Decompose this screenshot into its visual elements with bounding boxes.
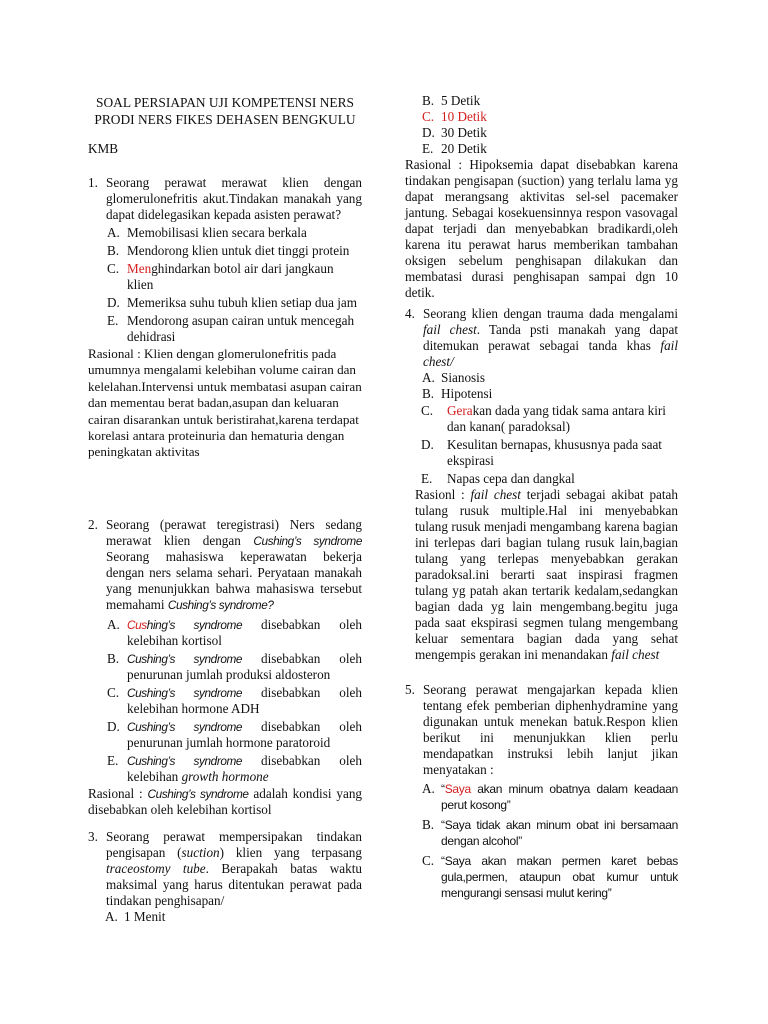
option-letter: E.: [107, 753, 119, 768]
option-d[interactable]: [88, 295, 362, 311]
option-text: kan dada yang tidak sama antara kiri dan kanan( paradoksal): [447, 403, 666, 434]
section-label: KMB: [88, 141, 119, 156]
option-letter: C.: [422, 853, 435, 868]
option-text: Mendorong asupan cairan untuk mencegah dehidrasi: [127, 313, 355, 344]
option-text: akan minum obatnya dalam keadaan perut kosong”: [441, 782, 678, 812]
question-3-continued: [405, 93, 678, 301]
answer-highlight: Gera: [447, 403, 473, 418]
option-text: 30 Detik: [441, 125, 487, 140]
question-text: Seorang perawat mengajarkan kepada klien tentang efek pemberian diphenhydramine yang digunakan untuk menekan batuk.Respon klien berikut ini menunjukkan klien perlu mendapatkan instruksi lebih lanjut jikan menyatakan :: [423, 682, 678, 777]
option-text: Memeriksa suhu tubuh klien setiap dua jam: [127, 295, 358, 310]
option-letter: B.: [422, 386, 435, 401]
option-letter: D.: [422, 125, 435, 140]
option-b[interactable]: [405, 93, 678, 109]
option-letter: D.: [107, 719, 120, 734]
rationale-text: Rasional :: [88, 786, 143, 801]
option-a[interactable]: [405, 781, 678, 813]
term-cushings: Cushing’s syndrome: [127, 652, 243, 666]
question-text: ) klien yang terpasang: [219, 845, 362, 860]
option-text: Sianosis: [441, 370, 485, 385]
option-letter: E.: [422, 141, 434, 156]
option-c[interactable]: [88, 261, 362, 293]
option-letter: B.: [107, 651, 120, 666]
option-letter: B.: [422, 93, 435, 108]
rationale-text: adalah kondisi yang disebabkan oleh kelebihan kortisol: [88, 786, 363, 817]
term-cushings: Cushing’s syndrome: [127, 686, 243, 700]
option-text: disebabkan oleh kelebihan hormone ADH: [127, 685, 363, 716]
question-text: Seorang perawat mempersipakan tindakan pengisapan (: [106, 829, 362, 860]
option-a[interactable]: [88, 225, 362, 241]
option-text: “Saya akan makan permen karet bebas gula,permen, ataupun obat kumur untuk mengurangi sensasi mulut kering”: [441, 854, 678, 900]
option-letter: A.: [422, 781, 435, 796]
option-letter: C.: [107, 685, 120, 700]
question-text: Seorang mahasiswa keperawatan bekerja dengan ners selama sehari. Peryataan manakah yang menunjukkan bahwa mahasiswa tersebut memahami: [106, 549, 362, 612]
option-a[interactable]: [88, 617, 362, 649]
rationale-1: Rasional : Klien dengan glomerulonefritis pada umumnya mengalami kelebihan volume cairan dan kelelahan.Intervensi untuk membatasi asupan cairan dan mementau berat badan,asupan dan keluaran cairan disarankan untuk beristirahat,karena terdapat korelasi antara proteinuria dan hematuria dengan peningkatan aktivitas: [88, 346, 362, 460]
term-growth-hormone: growth hormone: [181, 769, 269, 784]
option-a[interactable]: [405, 370, 678, 386]
option-text: disebabkan oleh kelebihan kortisol: [127, 617, 363, 648]
option-letter: B.: [422, 817, 435, 832]
document-header: [88, 95, 362, 128]
rationale-2: [88, 786, 362, 818]
option-letter: A.: [107, 617, 120, 632]
option-text: Kesulitan bernapas, khususnya pada saat ekspirasi: [447, 437, 662, 468]
term-cushings: Cushing’s syndrome: [147, 787, 249, 801]
term-cushings: hing’s syndrome: [146, 618, 243, 632]
option-letter: A.: [422, 370, 435, 385]
option-text: 20 Detik: [441, 141, 487, 156]
question-4-stem: [405, 306, 678, 370]
option-letter: E.: [421, 471, 433, 486]
question-3-stem: [88, 829, 362, 909]
option-b[interactable]: [405, 817, 678, 849]
rationale-text: terjadi sebagai akibat patah tulang rusuk multiple.Hal ini menyebabkan tulang rusuk menjadi mengambang karena bagian ini terlepas dari bagian tulang rusuk lain,bagian tulang yang terlepas menyebabkan gerakan paradoksal.ini berarti saat inspirasi fragmen tulang yg patah akan tertarik kedalam,sedangkan bagian dada yg lain mengembang.begitu juga pada saat ekspirasi segmen tulang mengembang keluar sementara bagian dada yang sehat mengempis gerakan ini menandakan: [415, 487, 679, 662]
option-b[interactable]: [88, 243, 362, 259]
option-c[interactable]: [88, 685, 362, 717]
option-d[interactable]: [88, 719, 362, 751]
term-fail-chest: fail chest: [611, 647, 660, 662]
question-4: [405, 306, 678, 663]
term-cushings: Cushing’s syndrome: [127, 754, 243, 768]
option-letter: A.: [107, 225, 120, 240]
option-letter: C.: [107, 261, 120, 276]
option-text: disebabkan oleh kelebihan: [127, 753, 363, 784]
term-suction: suction: [181, 845, 220, 860]
option-text: disebabkan oleh penurunan jumlah hormone paratoroid: [127, 719, 363, 750]
option-letter: A.: [105, 909, 118, 924]
option-text: “Saya tidak akan minum obat ini bersamaan dengan alcohol”: [441, 818, 678, 848]
answer-highlight: Men: [127, 261, 152, 276]
term-cushings: Cushing’s syndrome?: [167, 598, 274, 612]
option-e[interactable]: [405, 141, 678, 157]
option-letter: C.: [421, 403, 434, 418]
option-c[interactable]: [405, 853, 678, 901]
question-5: [405, 682, 678, 901]
question-1: [88, 175, 362, 461]
question-number: 2.: [88, 517, 98, 532]
answer-highlight: Saya: [444, 782, 471, 796]
answer-highlight: Cus: [127, 618, 147, 632]
term-tracheostomy: traceostomy tube: [106, 861, 206, 876]
option-e[interactable]: [88, 313, 362, 345]
header-title-1: SOAL PERSIAPAN UJI KOMPETENSI NERS: [96, 95, 354, 110]
option-e[interactable]: [405, 471, 678, 487]
option-letter: B.: [107, 243, 120, 258]
option-text: disebabkan oleh penurunan jumlah produksi aldosteron: [127, 651, 363, 682]
question-2-stem: [88, 517, 362, 613]
question-text: . Berapakah batas waktu maksimal yang harus ditentukan perawat pada tindakan penghisapan/: [106, 861, 362, 908]
option-e[interactable]: [88, 753, 362, 785]
option-text: Napas cepa dan dangkal: [447, 471, 575, 486]
option-letter: D.: [421, 437, 434, 452]
option-d[interactable]: [405, 125, 678, 141]
option-letter: E.: [107, 313, 119, 328]
question-text: Seorang (perawat teregistrasi) Ners sedang merawat klien dengan: [106, 517, 362, 548]
term-fail-chest: fail chest: [423, 322, 477, 337]
question-5-stem: [405, 682, 678, 778]
header-title-2: PRODI NERS FIKES DEHASEN BENGKULU: [94, 112, 356, 127]
option-text: 5 Detik: [441, 93, 481, 108]
question-number: 4.: [405, 306, 415, 321]
rationale-text: Rasionl :: [415, 487, 465, 502]
option-text: Mendorong klien untuk diet tinggi protein: [127, 243, 350, 258]
option-b[interactable]: [88, 651, 362, 683]
option-c[interactable]: [405, 403, 678, 435]
option-letter: D.: [107, 295, 120, 310]
option-text: 1 Menit: [124, 909, 166, 924]
question-number: 1.: [88, 175, 98, 190]
term-cushings: Cushing’s syndrome: [253, 534, 363, 548]
option-text: “: [441, 782, 445, 796]
question-number: 3.: [88, 829, 98, 844]
term-fail-chest: fail chest: [470, 487, 521, 502]
question-number: 5.: [405, 682, 415, 697]
question-text: Seorang perawat merawat klien dengan glomerulonefritis akut.Tindakan manakah yang dapat didelegasikan kepada asisten perawat?: [106, 175, 362, 222]
question-1-stem: [88, 175, 362, 223]
question-text: . Tanda psti manakah yang dapat ditemukan perawat sebagai tanda khas: [423, 322, 678, 353]
option-c[interactable]: [405, 109, 678, 125]
rationale-4: [405, 487, 678, 663]
rationale-3: Rasional : Hipoksemia dapat disebabkan karena tindakan pengisapan (suction) yang terlalu lama yg dapat merangsang aktivitas sel-sel pacemaker jantung. Sebagai kosekuensinnya respon vasovagal dapat terjadi dan menyebabkan bradikardi,oleh karena itu perawat harus memberikan tambahan oksigen sebelum penghisapan dilakukan dan membatasi durasi penghisapan sampai dgn 10 detik.: [405, 157, 678, 300]
question-3: [88, 829, 362, 925]
option-text: Memobilisasi klien secara berkala: [127, 225, 307, 240]
option-d[interactable]: [405, 437, 678, 469]
option-a[interactable]: [88, 909, 362, 925]
option-b[interactable]: [405, 386, 678, 402]
question-text: Seorang klien dengan trauma dada mengalami: [423, 306, 678, 321]
option-text: 10 Detik: [441, 109, 487, 124]
option-text: Hipotensi: [441, 386, 493, 401]
term-cushings: Cushing’s syndrome: [127, 720, 243, 734]
option-letter: C.: [422, 109, 435, 124]
option-text: ghindarkan botol air dari jangkaun klien: [127, 261, 334, 292]
term-fail-chest: fail chest/: [423, 338, 678, 369]
question-2: [88, 517, 362, 818]
